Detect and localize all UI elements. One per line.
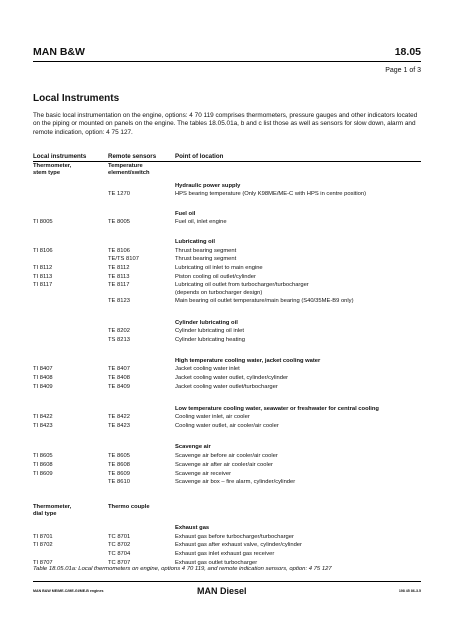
cell-remote-sensor: TE 8610 — [108, 479, 130, 485]
cell-local-instrument: stem type — [33, 170, 61, 176]
cell-remote-sensor: Thermo couple — [108, 504, 150, 510]
table-row — [33, 290, 421, 298]
column-header-location: Point of location — [175, 153, 224, 160]
cell-local-instrument: TI 8707 — [33, 560, 53, 566]
cell-remote-sensor: TE 8117 — [108, 282, 130, 288]
cell-local-instrument: TI 8701 — [33, 534, 53, 540]
cell-remote-sensor: TE 8005 — [108, 219, 130, 225]
cell-remote-sensor: TE 8605 — [108, 453, 130, 459]
cell-remote-sensor: TE 8409 — [108, 384, 130, 390]
cell-point-of-location: Cooling water outlet, air cooler/air cooler — [175, 423, 279, 429]
brand-name: MAN B&W — [33, 46, 85, 58]
cell-point-of-location: Jacket cooling water outlet, cylinder/cylinder — [175, 375, 289, 381]
cell-point-of-location: Cylinder lubricating oil inlet — [175, 328, 244, 334]
table-row — [33, 551, 421, 559]
cell-local-instrument: dial type — [33, 511, 57, 517]
cell-point-of-location: (depends on turbocharger design) — [175, 290, 263, 296]
cell-remote-sensor: TC 8707 — [108, 560, 131, 566]
table-row — [33, 219, 421, 227]
cell-local-instrument: TI 8106 — [33, 248, 53, 254]
cell-point-of-location: Low temperature cooling water, seawater or freshwater for central cooling — [175, 406, 379, 412]
cell-point-of-location: Cylinder lubricating heating — [175, 337, 245, 343]
table-row — [33, 265, 421, 273]
cell-point-of-location: Exhaust gas after exhaust valve, cylinder/cylinder — [175, 542, 302, 548]
cell-remote-sensor: TE 8609 — [108, 471, 130, 477]
cell-local-instrument: TI 8609 — [33, 471, 53, 477]
cell-remote-sensor: TC 8702 — [108, 542, 131, 548]
table-group-heading — [33, 406, 421, 414]
table-row — [33, 479, 421, 487]
cell-local-instrument: TI 8005 — [33, 219, 53, 225]
cell-point-of-location: Exhaust gas outlet turbocharger — [175, 560, 258, 566]
table-row — [33, 414, 421, 422]
cell-remote-sensor: element/switch — [108, 170, 150, 176]
table-row — [33, 384, 421, 392]
cell-point-of-location: Scavenge air — [175, 444, 211, 450]
cell-point-of-location: Fuel oil — [175, 211, 196, 217]
table-row — [33, 542, 421, 550]
table-header-rule — [33, 161, 421, 162]
cell-point-of-location: Thrust bearing segment — [175, 256, 237, 262]
cell-point-of-location: Lubricating oil — [175, 239, 215, 245]
column-header-local: Local instruments — [33, 153, 87, 160]
cell-point-of-location: Cylinder lubricating oil — [175, 320, 238, 326]
cell-point-of-location: HPS bearing temperature (Only K98ME/ME-C with HPS in centre position) — [175, 191, 367, 197]
cell-local-instrument: Thermometer, — [33, 163, 72, 169]
cell-point-of-location: Hydraulic power supply — [175, 183, 241, 189]
cell-local-instrument: TI 8422 — [33, 414, 53, 420]
cell-local-instrument: TI 8407 — [33, 366, 53, 372]
cell-local-instrument: Thermometer, — [33, 504, 72, 510]
cell-local-instrument: TI 8112 — [33, 265, 53, 271]
cell-remote-sensor: TE 8407 — [108, 366, 130, 372]
table-row — [33, 337, 421, 345]
footer-rule — [33, 581, 421, 582]
section-title: Local Instruments — [33, 93, 120, 104]
table-row — [33, 328, 421, 336]
table-row — [33, 534, 421, 542]
footer-logo: MAN Diesel — [197, 586, 247, 596]
table-row — [33, 462, 421, 470]
table-group-heading — [33, 239, 421, 247]
cell-point-of-location: Exhaust gas before turbocharger/turbocharger — [175, 534, 294, 540]
table-group-heading — [33, 511, 421, 519]
cell-local-instrument: TI 8408 — [33, 375, 53, 381]
cell-point-of-location: Fuel oil, inlet engine — [175, 219, 227, 225]
cell-point-of-location: Jacket cooling water inlet — [175, 366, 240, 372]
cell-point-of-location: Piston cooling oil outlet/cylinder — [175, 274, 256, 280]
cell-point-of-location: High temperature cooling water, jacket cooling water — [175, 358, 321, 364]
cell-point-of-location: Main bearing oil outlet temperature/main bearing (S40/35ME-B9 only) — [175, 298, 354, 304]
cell-point-of-location: Thrust bearing segment — [175, 248, 237, 254]
table-row — [33, 375, 421, 383]
cell-remote-sensor: Temperature — [108, 163, 143, 169]
table-row — [33, 282, 421, 290]
header-rule — [33, 61, 421, 62]
cell-remote-sensor: TE 8106 — [108, 248, 130, 254]
page-header — [33, 46, 421, 60]
table-row — [33, 423, 421, 431]
table-group-heading — [33, 525, 421, 533]
cell-local-instrument: TI 8117 — [33, 282, 53, 288]
table-row — [33, 298, 421, 306]
cell-point-of-location: Scavenge air before air cooler/air cooler — [175, 453, 278, 459]
cell-local-instrument: TI 8423 — [33, 423, 53, 429]
cell-remote-sensor: TE 8202 — [108, 328, 130, 334]
footer-engine-range: MAN B&W ME/ME-C/ME-GI/ME-B engines — [33, 589, 104, 593]
cell-local-instrument: TI 8605 — [33, 453, 53, 459]
cell-remote-sensor: TE 1270 — [108, 191, 130, 197]
table-caption: Table 18.05.01a: Local thermometers on engine, options 4 70 119, and remote indication sensors, option: 4 75 127 — [33, 566, 332, 572]
cell-point-of-location: Exhaust gas inlet exhaust gas receiver — [175, 551, 275, 557]
cell-remote-sensor: TE 8113 — [108, 274, 130, 280]
cell-point-of-location: Cooling water inlet, air cooler — [175, 414, 250, 420]
cell-remote-sensor: TE 8123 — [108, 298, 130, 304]
cell-point-of-location: Scavenge air after air cooler/air cooler — [175, 462, 273, 468]
cell-remote-sensor: TE 8423 — [108, 423, 130, 429]
cell-remote-sensor: TS 8213 — [108, 337, 130, 343]
cell-local-instrument: TI 8608 — [33, 462, 53, 468]
table-row — [33, 471, 421, 479]
cell-remote-sensor: TC 8704 — [108, 551, 131, 557]
intro-paragraph: The basic local instrumentation on the engine, options: 4 70 119 comprises thermometers, pressure gauges and other indicators located on the piping or mounted on panels on the engine. The tables 18.05.01a, b and c list those as well as sensors for slow down, alarm and remote indication, option: 4 75 127. — [33, 112, 418, 136]
table-group-heading — [33, 170, 421, 178]
section-number: 18.05 — [394, 46, 421, 58]
table-group-heading — [33, 444, 421, 452]
footer-doc-number: 198 45 86-3.5 — [398, 589, 421, 593]
table-group-heading — [33, 320, 421, 328]
table-row — [33, 248, 421, 256]
cell-remote-sensor: TC 8701 — [108, 534, 131, 540]
page-indicator: Page 1 of 3 — [385, 67, 421, 74]
cell-local-instrument: TI 8702 — [33, 542, 53, 548]
table-group-heading — [33, 183, 421, 191]
cell-local-instrument: TI 8409 — [33, 384, 53, 390]
table-row — [33, 366, 421, 374]
cell-remote-sensor: TE 8408 — [108, 375, 130, 381]
table-row — [33, 191, 421, 199]
cell-remote-sensor: TE/TS 8107 — [108, 256, 139, 262]
table-row — [33, 256, 421, 264]
cell-point-of-location: Exhaust gas — [175, 525, 210, 531]
table-group-heading — [33, 358, 421, 366]
cell-remote-sensor: TE 8112 — [108, 265, 130, 271]
cell-remote-sensor: TE 8422 — [108, 414, 130, 420]
cell-point-of-location: Scavenge air receiver — [175, 471, 232, 477]
table-row — [33, 274, 421, 282]
cell-point-of-location: Lubricating oil inlet to main engine — [175, 265, 263, 271]
cell-point-of-location: Jacket cooling water outlet/turbocharger — [175, 384, 278, 390]
table-group-heading — [33, 211, 421, 219]
cell-local-instrument: TI 8113 — [33, 274, 53, 280]
cell-point-of-location: Scavenge air box – fire alarm, cylinder/cylinder — [175, 479, 296, 485]
cell-point-of-location: Lubricating oil outlet from turbocharger/turbocharger — [175, 282, 309, 288]
table-row — [33, 453, 421, 461]
cell-remote-sensor: TE 8608 — [108, 462, 130, 468]
column-header-remote: Remote sensors — [108, 153, 157, 160]
